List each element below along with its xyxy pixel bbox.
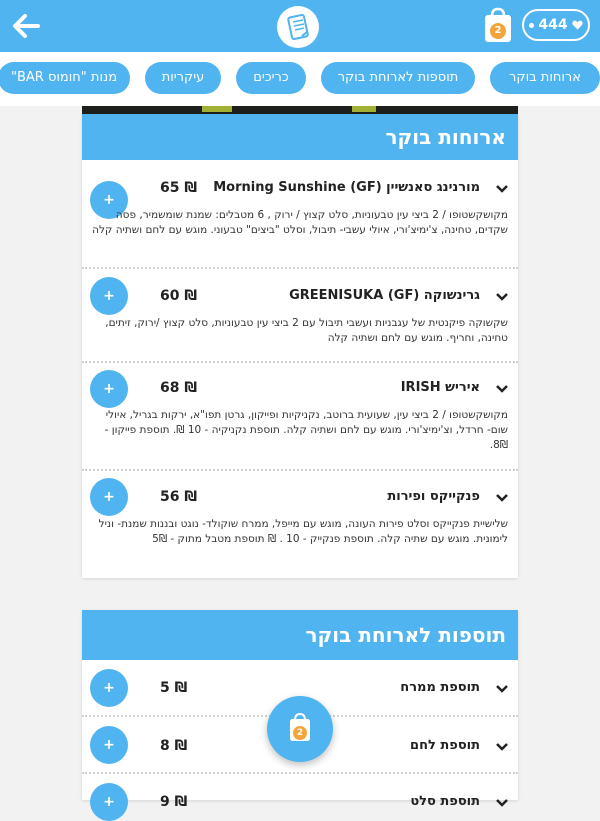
category-tabs <box>0 52 600 106</box>
item-description: מקושקשטופו / 2 ביצי עין, שעועית ברוטב, נקניקיות ופייקון, גרטן תפו"א, ירקות בגריל, איולי שום- חרדל, וצ'ימיצ'ורי. מוגש עם לחם ושתיה קלה. תוספת נקניקיה - 10 ₪. תוספת פייקון - 8₪. <box>104 409 508 451</box>
item-name[interactable]: גרינשוקה (GF) GREENISUKA <box>289 288 480 303</box>
item-price: 9 ₪ <box>160 794 188 810</box>
banner-decoration <box>202 106 232 112</box>
add-to-cart-button[interactable]: + <box>90 726 128 764</box>
menu-item <box>82 160 518 269</box>
menu-item <box>82 774 518 810</box>
add-to-cart-button[interactable]: + <box>90 783 128 821</box>
item-price: 68 ₪ <box>160 380 198 396</box>
menu-section-breakfast <box>82 114 518 578</box>
item-description: שקשוקה פיקנטית של עגבניות ועשבי תיבול עם 2 ביצי עין טבעוניות, סלט קצוץ /ירוק, זיתים, טחינה, וחריף. מוגש עם לחם ושתיה קלה <box>105 317 508 344</box>
chevron-down-icon[interactable] <box>494 681 510 697</box>
chevron-down-icon[interactable] <box>494 381 510 397</box>
banner-image <box>82 106 518 114</box>
add-to-cart-button[interactable]: + <box>90 478 128 516</box>
item-name[interactable]: תוספת ממרח <box>400 680 480 695</box>
item-price: 56 ₪ <box>160 489 198 505</box>
floating-cart-button[interactable] <box>267 696 333 762</box>
item-name[interactable]: מורנינג סאנשיין (GF) Morning Sunshine <box>213 180 480 195</box>
add-to-cart-button[interactable]: + <box>90 277 128 315</box>
item-name[interactable]: פנקייקס ופירות <box>387 489 480 504</box>
floating-cart-count: 2 <box>293 726 307 740</box>
dot-icon <box>529 23 534 28</box>
item-name[interactable]: איריש IRISH <box>400 380 480 395</box>
heart-icon <box>572 20 583 30</box>
points-value: 444 <box>538 17 568 33</box>
menu-item <box>82 471 518 578</box>
chevron-down-icon[interactable] <box>494 181 510 197</box>
item-price: 5 ₪ <box>160 680 188 696</box>
notepad-logo-icon[interactable] <box>277 6 319 48</box>
add-to-cart-button[interactable]: + <box>90 370 128 408</box>
chevron-down-icon[interactable] <box>494 490 510 506</box>
cart-count-badge: 2 <box>490 23 506 39</box>
section-title: ארוחות בוקר <box>82 114 518 160</box>
menu-item <box>82 269 518 363</box>
section-title: תוספות לארוחת בוקר <box>82 610 518 660</box>
tab-sandwiches[interactable]: כריכים <box>236 62 306 94</box>
chevron-down-icon[interactable] <box>494 289 510 305</box>
tab-hummus-bar[interactable]: מנות "חומוס BAR" <box>0 62 130 94</box>
app-header <box>0 0 600 52</box>
item-description: מקושקשטופו / 2 ביצי עין טבעוניות, סלט קצוץ / ירוק , 6 מטבלים: שמנת שומשמיר, פסה שקדים, טחינה, צ'ימיצ'ורי, איולי עשבי- תיבול, וסלט "ביצים" טבעוני. מוגש עם לחם ושתיה קלה <box>92 209 508 236</box>
tab-breakfast[interactable]: ארוחות בוקר <box>490 62 600 94</box>
item-description: שלישיית פנקייקס וסלט פירות העונה, מוגש עם מייפל, ממרח שוקולד- נוגט ובננות שמנת- וניל לימונית. מוגש עם שתיה קלה. תוספת פנקייק - 10 . ₪ תוספת מטבל מתוק - 5₪ <box>98 518 508 545</box>
arrow-left-icon[interactable] <box>8 8 44 44</box>
item-price: 8 ₪ <box>160 738 188 754</box>
add-to-cart-button[interactable]: + <box>90 669 128 707</box>
item-name[interactable]: תוספת לחם <box>410 738 480 753</box>
chevron-down-icon[interactable] <box>494 739 510 755</box>
banner-decoration <box>352 106 376 112</box>
tab-breakfast-extras[interactable]: תוספות לארוחת בוקר <box>321 62 475 94</box>
menu-item <box>82 363 518 471</box>
tab-mains[interactable]: עיקריות <box>145 62 221 94</box>
item-price: 65 ₪ <box>160 180 198 196</box>
item-name[interactable]: תוספת סלט <box>410 794 480 809</box>
chevron-down-icon[interactable] <box>494 795 510 811</box>
points-pill[interactable] <box>522 9 590 41</box>
add-to-cart-button[interactable]: + <box>90 181 128 219</box>
item-price: 60 ₪ <box>160 288 198 304</box>
